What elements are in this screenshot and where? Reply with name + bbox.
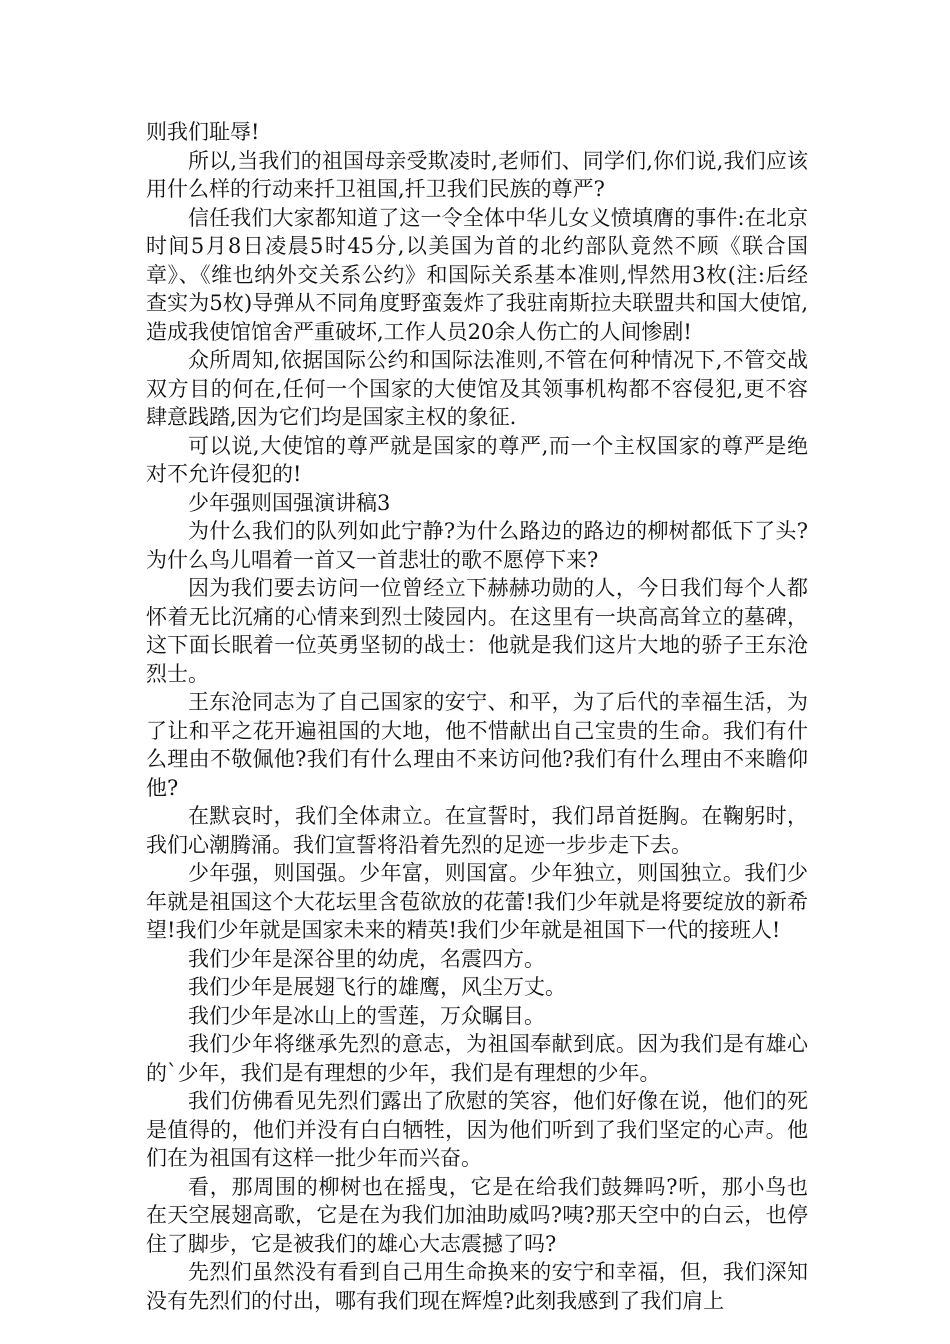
paragraph: 少年强，则国强。少年富，则国富。少年独立，则国独立。我们少年就是祖国这个大花坛里含苞欲放的花蕾!我们少年就是将要绽放的新希望!我们少年就是国家未来的精英!我们少年就是祖国下一代的接班人! bbox=[146, 861, 808, 942]
paragraph: 所以,当我们的祖国母亲受欺凌时,老师们、同学们,你们说,我们应该用什么样的行动来扦卫祖国,扦卫我们民族的尊严? bbox=[146, 148, 808, 201]
paragraph-continued: 则我们耻辱! bbox=[146, 120, 260, 144]
paragraph: 我们仿佛看见先烈们露出了欣慰的笑容，他们好像在说，他们的死是值得的，他们并没有白白牺牲，因为他们听到了我们坚定的心声。他们在为祖国有这样一批少年而兴奋。 bbox=[146, 1089, 808, 1170]
paragraph: 因为我们要去访问一位曾经立下赫赫功勋的人，今日我们每个人都怀着无比沉痛的心情来到烈士陵园内。在这里有一块高高耸立的墓碑，这下面长眠着一位英勇坚韧的战士：他就是我们这片大地的骄子王东沧烈士。 bbox=[146, 576, 808, 686]
document-body bbox=[146, 118, 808, 1315]
paragraph: 我们少年是深谷里的幼虎，名震四方。 bbox=[188, 946, 545, 971]
section-heading: 少年强则国强演讲稿3 bbox=[188, 490, 391, 515]
paragraph: 可以说,大使馆的尊严就是国家的尊严,而一个主权国家的尊严是绝对不允许侵犯的! bbox=[146, 433, 808, 486]
paragraph: 在默哀时，我们全体肃立。在宣誓时，我们昂首挺胸。在鞠躬时，我们心潮腾涌。我们宣誓将沿着先烈的足迹一步步走下去。 bbox=[146, 804, 808, 857]
paragraph: 王东沧同志为了自己国家的安宁、和平，为了后代的幸福生活，为了让和平之花开遍祖国的大地，他不惜献出自己宝贵的生命。我们有什么理由不敬佩他?我们有什么理由不来访问他?我们有什么理由不来瞻仰他? bbox=[146, 690, 808, 800]
paragraph: 先烈们虽然没有看到自己用生命换来的安宁和幸福，但，我们深知没有先烈们的付出，哪有我们现在辉煌?此刻我感到了我们肩上 bbox=[146, 1260, 808, 1313]
paragraph: 看，那周围的柳树也在摇曳，它是在给我们鼓舞吗?听，那小鸟也在天空展翅高歌，它是在为我们加油助威吗?咦?那天空中的白云，也停住了脚步，它是被我们的雄心大志震撼了吗? bbox=[146, 1174, 808, 1256]
paragraph: 众所周知,依据国际公约和国际法准则,不管在何种情况下,不管交战双方目的何在,任何一个国家的大使馆及其领事机构都不容侵犯,更不容肆意践踏,因为它们均是国家主权的象征. bbox=[146, 348, 808, 429]
paragraph: 我们少年是展翅飞行的雄鹰，风尘万丈。 bbox=[188, 975, 566, 999]
paragraph: 我们少年将继承先烈的意志，为祖国奉献到底。因为我们是有雄心的`少年，我们是有理想的少年，我们是有理想的少年。 bbox=[146, 1032, 808, 1085]
paragraph: 为什么我们的队列如此宁静?为什么路边的路边的柳树都低下了头?为什么鸟儿唱着一首又一首悲壮的歌不愿停下来? bbox=[146, 519, 808, 572]
paragraph: 信任我们大家都知道了这一令全体中华儿女义愤填膺的事件:在北京时间5月8日凌晨5时45分,以美国为首的北约部队竟然不顾《联合国章》、《维也纳外交关系公约》和国际关系基本准则,悍然用3枚(注:后经查实为5枚)导弹从不同角度野蛮轰炸了我驻南斯拉夫联盟共和国大使馆,造成我使馆馆舍严重破坏,工作人员20余人伤亡的人间惨剧! bbox=[146, 205, 808, 344]
paragraph: 我们少年是冰山上的雪莲，万众瞩目。 bbox=[188, 1003, 545, 1028]
